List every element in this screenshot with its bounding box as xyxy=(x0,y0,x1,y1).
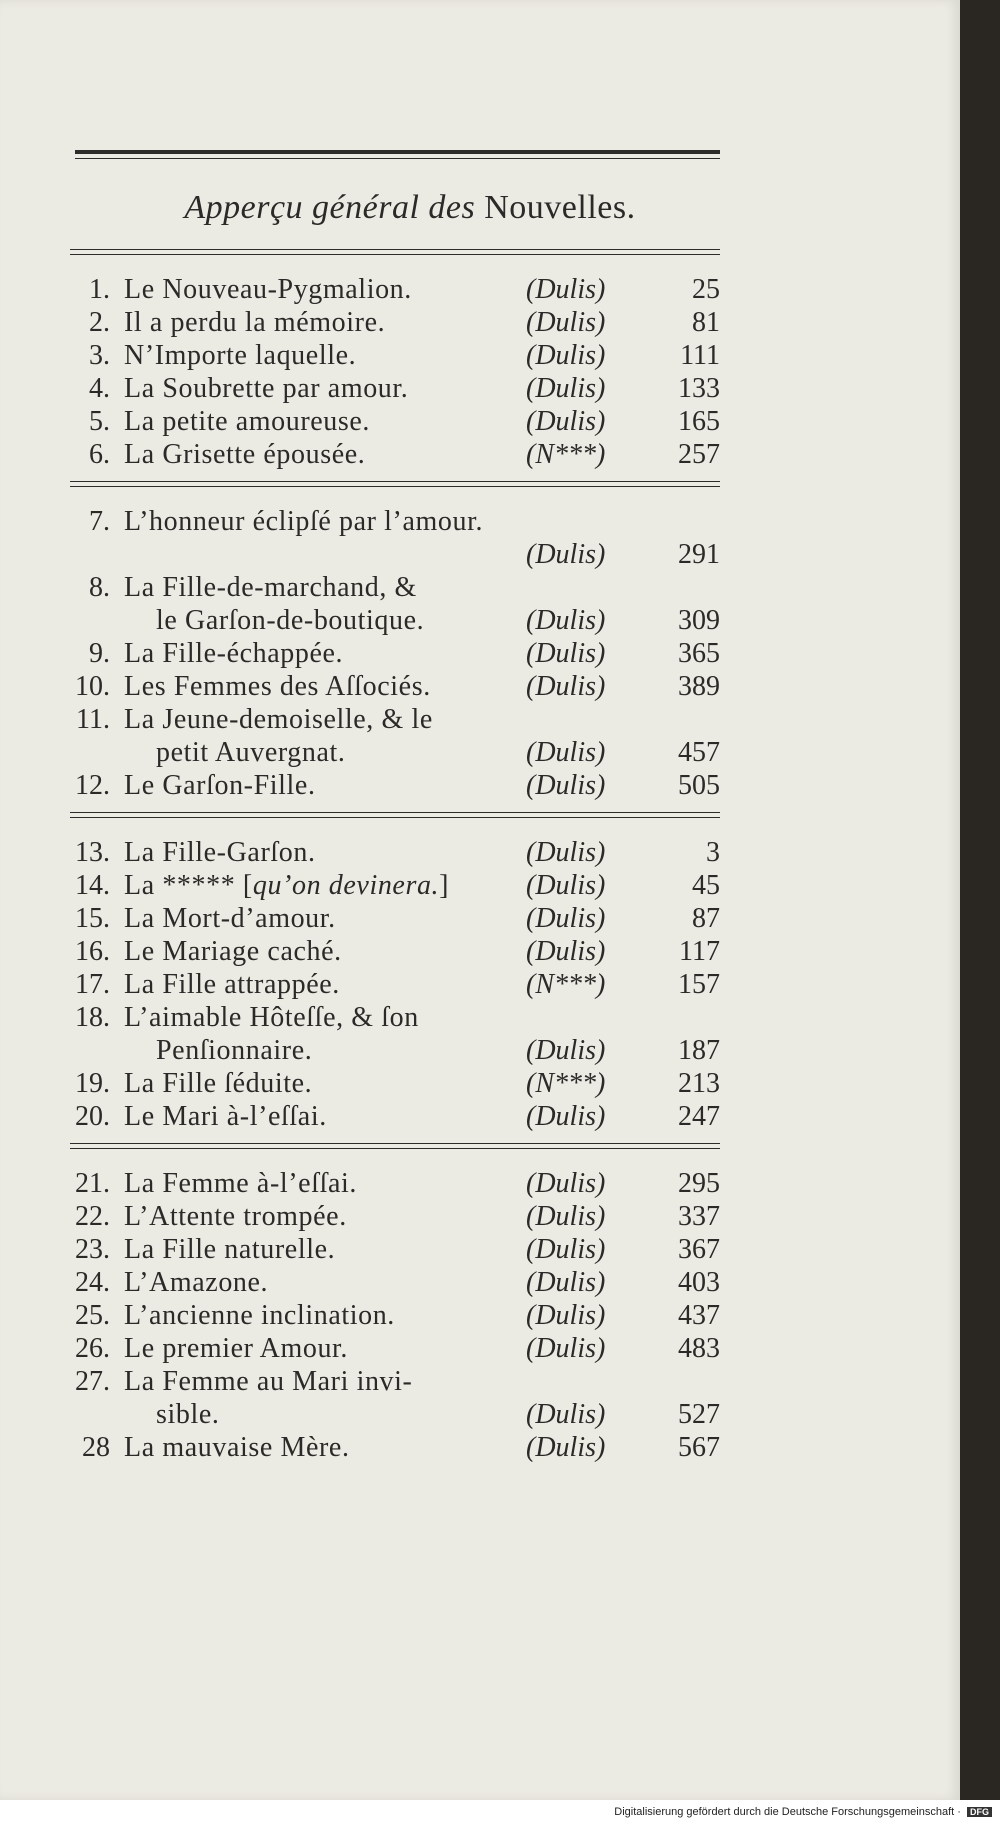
top-rule xyxy=(75,150,720,159)
entry-number: 17. xyxy=(75,969,110,1000)
toc-entry xyxy=(60,869,720,902)
entry-number: 11. xyxy=(76,704,110,735)
entry-title: La Fille-Garſon. xyxy=(124,837,316,868)
entry-title: Les Femmes des Aſſociés. xyxy=(124,671,431,702)
entry-title: L’Attente trompée. xyxy=(124,1201,347,1232)
entry-title: Le Mari à-l’eſſai. xyxy=(124,1101,327,1132)
entry-source: (N***) xyxy=(526,439,606,470)
entry-number: 16. xyxy=(75,936,110,967)
entry-number: 3. xyxy=(89,340,110,371)
entry-title: Le Nouveau-Pygmalion. xyxy=(124,274,412,305)
entry-title: La Fille ſéduite. xyxy=(124,1068,313,1099)
entry-number: 9. xyxy=(89,638,110,669)
entry-page: 437 xyxy=(678,1300,720,1331)
page-title xyxy=(100,189,720,227)
entry-page: 3 xyxy=(706,837,720,868)
entry-title: sible. xyxy=(156,1399,220,1430)
entry-source: (Dulis) xyxy=(526,1101,606,1132)
entry-source: (Dulis) xyxy=(526,406,606,437)
entry-page: 165 xyxy=(678,406,720,437)
toc-entry xyxy=(60,902,720,935)
entry-page: 117 xyxy=(679,936,720,967)
toc-entry xyxy=(60,1398,720,1431)
entry-source: (Dulis) xyxy=(526,870,606,901)
entry-title: L’ancienne inclination. xyxy=(124,1300,395,1331)
entry-title xyxy=(124,869,449,902)
toc-entry xyxy=(60,637,720,670)
entry-number: 15. xyxy=(75,903,110,934)
entry-page: 187 xyxy=(678,1035,720,1066)
entry-page: 567 xyxy=(678,1432,720,1463)
toc-entry xyxy=(60,1100,720,1133)
entry-page: 257 xyxy=(678,439,720,470)
entry-number: 12. xyxy=(75,770,110,801)
entry-number: 8. xyxy=(89,572,110,603)
toc-entry xyxy=(60,968,720,1001)
entry-source: (Dulis) xyxy=(526,1234,606,1265)
toc-entry xyxy=(60,306,720,339)
entry-number: 1. xyxy=(89,274,110,305)
toc-entry xyxy=(60,1233,720,1266)
entry-source: (Dulis) xyxy=(526,1333,606,1364)
toc-entry xyxy=(60,1332,720,1365)
entry-page: 295 xyxy=(678,1168,720,1199)
entry-page: 367 xyxy=(678,1234,720,1265)
entry-source: (Dulis) xyxy=(526,671,606,702)
toc-section xyxy=(60,1149,720,1474)
toc-entry xyxy=(60,438,720,471)
entry-source: (Dulis) xyxy=(526,638,606,669)
entry-number: 25. xyxy=(75,1300,110,1331)
toc-entry xyxy=(60,836,720,869)
entry-number: 20. xyxy=(75,1101,110,1132)
entry-number: 13. xyxy=(75,837,110,868)
entry-title-end: ] xyxy=(439,870,450,901)
entry-number: 26. xyxy=(75,1333,110,1364)
entry-page: 403 xyxy=(678,1267,720,1298)
entry-source: (Dulis) xyxy=(526,1267,606,1298)
entry-title: La Jeune-demoiselle, & le xyxy=(124,704,433,735)
entry-number: 2. xyxy=(89,307,110,338)
entry-title: le Garſon-de-boutique. xyxy=(156,605,425,636)
toc-entry xyxy=(60,1365,720,1398)
toc-entry xyxy=(60,604,720,637)
entry-page: 247 xyxy=(678,1101,720,1132)
entry-number: 7. xyxy=(89,506,110,537)
entry-page: 291 xyxy=(678,539,720,570)
toc-entry xyxy=(60,372,720,405)
toc-entry xyxy=(60,1299,720,1332)
entry-page: 483 xyxy=(678,1333,720,1364)
entry-title: Le premier Amour. xyxy=(124,1333,349,1364)
entry-page: 505 xyxy=(678,770,720,801)
credit-text: Digitalisierung gefördert durch die Deutsche Forschungsgemeinschaft xyxy=(614,1806,955,1818)
entry-page: 87 xyxy=(692,903,720,934)
entry-title: La Grisette épousée. xyxy=(124,439,366,470)
entry-source: (N***) xyxy=(526,1068,606,1099)
entry-source: (Dulis) xyxy=(526,274,606,305)
digitization-credit: Digitalisierung gefördert durch die Deutsche Forschungsgemeinschaft · DFG xyxy=(614,1806,992,1818)
toc-entry xyxy=(60,1167,720,1200)
entry-number: 24. xyxy=(75,1267,110,1298)
entry-title: La Soubrette par amour. xyxy=(124,373,409,404)
entry-page: 25 xyxy=(692,274,720,305)
toc-section xyxy=(60,487,720,812)
entry-source: (N***) xyxy=(526,969,606,1000)
entry-source: (Dulis) xyxy=(526,1300,606,1331)
toc-entry xyxy=(60,571,720,604)
entry-source: (Dulis) xyxy=(526,770,606,801)
toc-entry xyxy=(60,1200,720,1233)
entry-source: (Dulis) xyxy=(526,903,606,934)
toc-entry xyxy=(60,339,720,372)
entry-page: 337 xyxy=(678,1201,720,1232)
entry-source: (Dulis) xyxy=(526,373,606,404)
entry-source: (Dulis) xyxy=(526,936,606,967)
entry-source: (Dulis) xyxy=(526,307,606,338)
toc-entry xyxy=(60,1067,720,1100)
toc-entry xyxy=(60,703,720,736)
entry-source: (Dulis) xyxy=(526,1201,606,1232)
entry-source: (Dulis) xyxy=(526,605,606,636)
toc-section xyxy=(60,255,720,481)
entry-title: La Fille attrappée. xyxy=(124,969,340,1000)
entry-number: 4. xyxy=(89,373,110,404)
entry-number: 28 xyxy=(82,1432,110,1463)
toc-entry xyxy=(60,736,720,769)
table-of-contents xyxy=(60,150,720,1474)
entry-title: L’Amazone. xyxy=(124,1267,269,1298)
entry-source: (Dulis) xyxy=(526,539,606,570)
entry-title: La Fille naturelle. xyxy=(124,1234,336,1265)
entry-number: 14. xyxy=(75,870,110,901)
entry-number: 27. xyxy=(75,1366,110,1397)
entry-page: 527 xyxy=(678,1399,720,1430)
toc-entry xyxy=(60,505,720,538)
entry-title: La mauvaise Mère. xyxy=(124,1432,350,1463)
toc-entry xyxy=(60,405,720,438)
entry-source: (Dulis) xyxy=(526,737,606,768)
entry-page: 457 xyxy=(678,737,720,768)
entry-title-italic: qu’on devinera. xyxy=(252,870,440,901)
entry-number: 10. xyxy=(75,671,110,702)
entry-title-text: La ***** [ xyxy=(124,870,253,901)
entry-page: 111 xyxy=(680,340,720,371)
entry-title: Le Garſon-Fille. xyxy=(124,770,316,801)
entry-title: N’Importe laquelle. xyxy=(124,340,357,371)
toc-entry xyxy=(60,1001,720,1034)
entry-title: La Fille-échappée. xyxy=(124,638,344,669)
entry-source: (Dulis) xyxy=(526,837,606,868)
entry-number: 22. xyxy=(75,1201,110,1232)
dfg-logo: DFG xyxy=(967,1807,992,1817)
entry-source: (Dulis) xyxy=(526,1035,606,1066)
entry-page: 81 xyxy=(692,307,720,338)
entry-number: 23. xyxy=(75,1234,110,1265)
entry-number: 19. xyxy=(75,1068,110,1099)
entry-title: L’aimable Hôteſſe, & ſon xyxy=(124,1002,419,1033)
toc-section xyxy=(60,818,720,1143)
entry-page: 309 xyxy=(678,605,720,636)
entry-title: La petite amoureuse. xyxy=(124,406,371,437)
entry-page: 45 xyxy=(692,870,720,901)
entry-number: 5. xyxy=(89,406,110,437)
toc-entry xyxy=(60,538,720,571)
entry-title: Penſionnaire. xyxy=(156,1035,313,1066)
entry-title: L’honneur éclipſé par l’amour. xyxy=(124,506,484,537)
entry-title: Il a perdu la mémoire. xyxy=(124,307,386,338)
entry-source: (Dulis) xyxy=(526,340,606,371)
entry-page: 133 xyxy=(678,373,720,404)
toc-entry xyxy=(60,935,720,968)
entry-source: (Dulis) xyxy=(526,1168,606,1199)
entry-number: 6. xyxy=(89,439,110,470)
entry-title: Le Mariage caché. xyxy=(124,936,342,967)
entry-number: 18. xyxy=(75,1002,110,1033)
toc-entry xyxy=(60,670,720,703)
toc-entry xyxy=(60,1431,720,1464)
entry-source: (Dulis) xyxy=(526,1432,606,1463)
entry-page: 365 xyxy=(678,638,720,669)
toc-entry xyxy=(60,769,720,802)
entry-title: La Fille-de-marchand, & xyxy=(124,572,417,603)
entry-number: 21. xyxy=(75,1168,110,1199)
title-roman: Nouvelles. xyxy=(484,189,636,226)
title-italic: Apperçu général des xyxy=(184,189,476,226)
toc-entry xyxy=(60,273,720,306)
toc-entry xyxy=(60,1034,720,1067)
entry-page: 213 xyxy=(678,1068,720,1099)
entry-page: 389 xyxy=(678,671,720,702)
toc-entry xyxy=(60,1266,720,1299)
entry-title: La Femme à-l’eſſai. xyxy=(124,1168,357,1199)
entry-title: La Mort-d’amour. xyxy=(124,903,336,934)
entry-title: La Femme au Mari invi- xyxy=(124,1366,413,1397)
entry-source: (Dulis) xyxy=(526,1399,606,1430)
entry-title: petit Auvergnat. xyxy=(156,737,346,768)
entry-page: 157 xyxy=(678,969,720,1000)
